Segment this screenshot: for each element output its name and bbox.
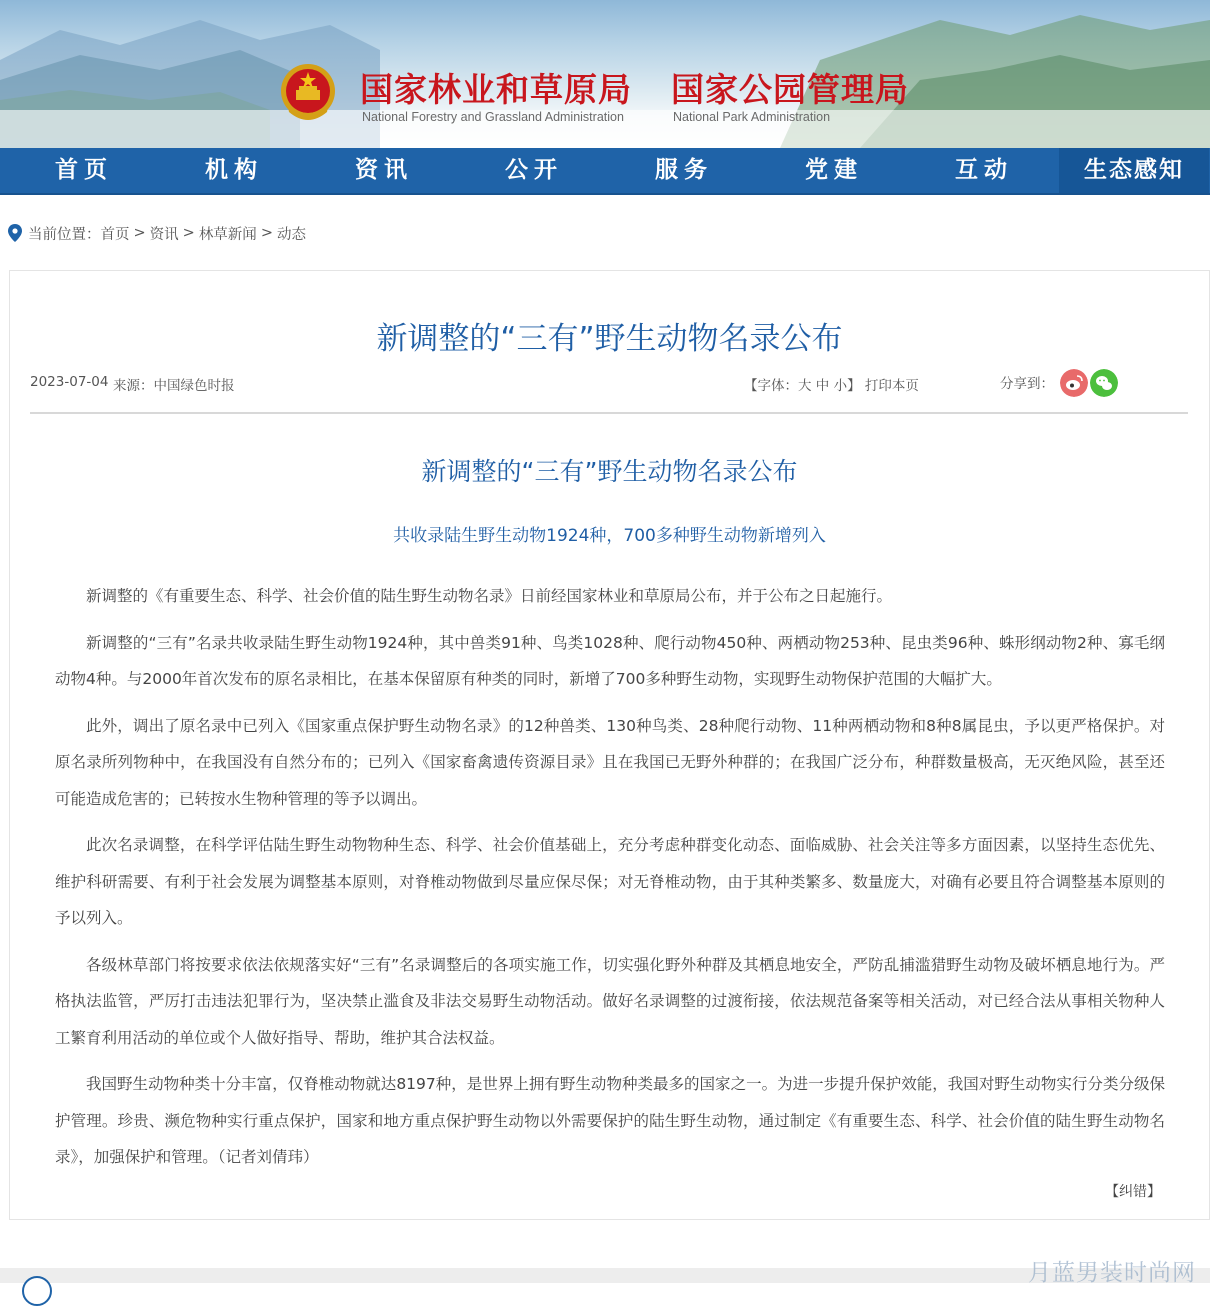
breadcrumb-updates[interactable]: 动态: [276, 226, 306, 243]
article-subtitle: 新调整的“三有”野生动物名录公布: [421, 457, 798, 486]
nav-item-interaction[interactable]: 互动: [955, 156, 1013, 183]
breadcrumb-home[interactable]: 首页: [100, 226, 130, 243]
breadcrumb-separator: >: [260, 225, 273, 241]
article-paragraph: 此次名录调整，在科学评估陆生野生动物物种生态、科学、社会价值基础上，充分考虑种群变化动态、面临威胁、社会关注等多方面因素，以坚持生态优先、维护科研需要、有利于社会发展为调整基本原则，对脊椎动物做到尽量应保尽保；对无脊椎动物，由于其种类繁多、数量庞大，对确有必要且符合调整基本原则的予以列入。: [55, 836, 1165, 927]
font-size-controls: [744, 374, 919, 394]
font-medium-button[interactable]: 中: [815, 378, 830, 394]
article-body: [55, 578, 1165, 1186]
font-size-label: 【字体：: [744, 378, 798, 394]
breadcrumb-separator: >: [133, 225, 146, 241]
font-size-label-end: 】: [847, 378, 861, 394]
title-divider: [30, 412, 1188, 414]
site-subtitle-forestry: National Forestry and Grassland Administration: [362, 110, 624, 124]
font-large-button[interactable]: 大: [798, 378, 812, 394]
breadcrumb-prefix: 当前位置：: [28, 226, 101, 243]
article-paragraph: 我国野生动物种类十分丰富，仅脊椎动物就达8197种，是世界上拥有野生动物种类最多的国家之一。为进一步提升保护效能，我国对野生动物实行分类分级保护管理。珍贵、濒危物种实行重点保护，国家和地方重点保护野生动物以外需要保护的陆生野生动物，通过制定《有重要生态、科学、社会价值的陆生野生动物名录》，加强保护和管理。（记者刘倩玮）: [55, 1075, 1165, 1166]
correction-link[interactable]: 【纠错】: [1105, 1184, 1161, 1200]
nav-item-home[interactable]: 首页: [55, 156, 113, 183]
site-title-forestry: 国家林业和草原局: [360, 70, 632, 109]
nav-item-news[interactable]: 资讯: [355, 156, 413, 183]
print-button[interactable]: 打印本页: [864, 378, 919, 394]
site-title-park: 国家公园管理局: [671, 70, 909, 109]
watermark: 月蓝男装时尚网: [1028, 1260, 1196, 1286]
breadcrumb-forestry-news[interactable]: 林草新闻: [198, 226, 257, 243]
breadcrumb-news[interactable]: 资讯: [149, 226, 179, 243]
article-paragraph: 新调整的“三有”名录共收录陆生野生动物1924种，其中兽类91种、鸟类1028种、爬行动物450种、两栖动物253种、昆虫类96种、蛛形纲动物2种、寡毛纲动物4种。与2000年首次发布的原名录相比，在基本保留原有种类的同时，新增了700多种野生动物，实现野生动物保护范围的大幅扩大。: [55, 633, 1165, 688]
weibo-icon[interactable]: [1060, 369, 1088, 397]
font-small-button[interactable]: 小: [833, 378, 848, 394]
nav-item-public[interactable]: 公开: [505, 156, 563, 183]
share-label: 分享到：: [1000, 376, 1054, 392]
article-lead: 共收录陆生野生动物1924种，700多种野生动物新增列入: [393, 526, 826, 546]
wechat-icon[interactable]: [1090, 369, 1118, 397]
site-subtitle-park: National Park Administration: [673, 110, 831, 124]
nav-item-service[interactable]: 服务: [655, 156, 713, 183]
article-paragraph: 此外，调出了原名录中已列入《国家重点保护野生动物名录》的12种兽类、130种鸟类、28种爬行动物、11种两栖动物和8种8属昆虫，予以更严格保护。对原名录所列物种中，在我国没有自然分布的；已列入《国家畜禽遗传资源目录》且在我国已无野外种群的；在我国广泛分布，种群数量极高，无灭绝风险，甚至还可能造成危害的；已转按水生物种管理的等予以调出。: [55, 716, 1165, 808]
main-nav: [0, 148, 1210, 195]
nav-item-organization[interactable]: 机构: [205, 156, 263, 183]
article-paragraph: 各级林草部门将按要求依法依规落实好“三有”名录调整后的各项实施工作，切实强化野外种群及其栖息地安全，严防乱捕滥猎野生动物及破坏栖息地行为。严格执法监管，严厉打击违法犯罪行为，坚决禁止滥食及非法交易野生动物活动。做好名录调整的过渡衔接，依法规范备案等相关活动，对已经合法从事相关物种人工繁育利用活动的单位或个人做好指导、帮助，维护其合法权益。: [55, 955, 1165, 1047]
footer-logo-icon: [22, 1276, 52, 1306]
national-emblem-icon: [279, 62, 337, 122]
article-source: 来源：中国绿色时报: [113, 378, 235, 394]
article-date: 2023-07-04: [30, 374, 109, 390]
article-paragraph: 新调整的《有重要生态、科学、社会价值的陆生野生动物名录》日前经国家林业和草原局公布，并于公布之日起施行。: [86, 587, 893, 605]
header-banner: [0, 0, 1210, 148]
breadcrumb-separator: >: [182, 225, 195, 241]
nav-item-ecology[interactable]: 生态感知: [1059, 148, 1209, 193]
article-title: 新调整的“三有”野生动物名录公布: [376, 321, 843, 357]
article-container: [9, 270, 1210, 1220]
nav-item-party[interactable]: 党建: [805, 156, 863, 183]
location-pin-icon: [8, 224, 22, 242]
breadcrumb: [8, 222, 306, 244]
